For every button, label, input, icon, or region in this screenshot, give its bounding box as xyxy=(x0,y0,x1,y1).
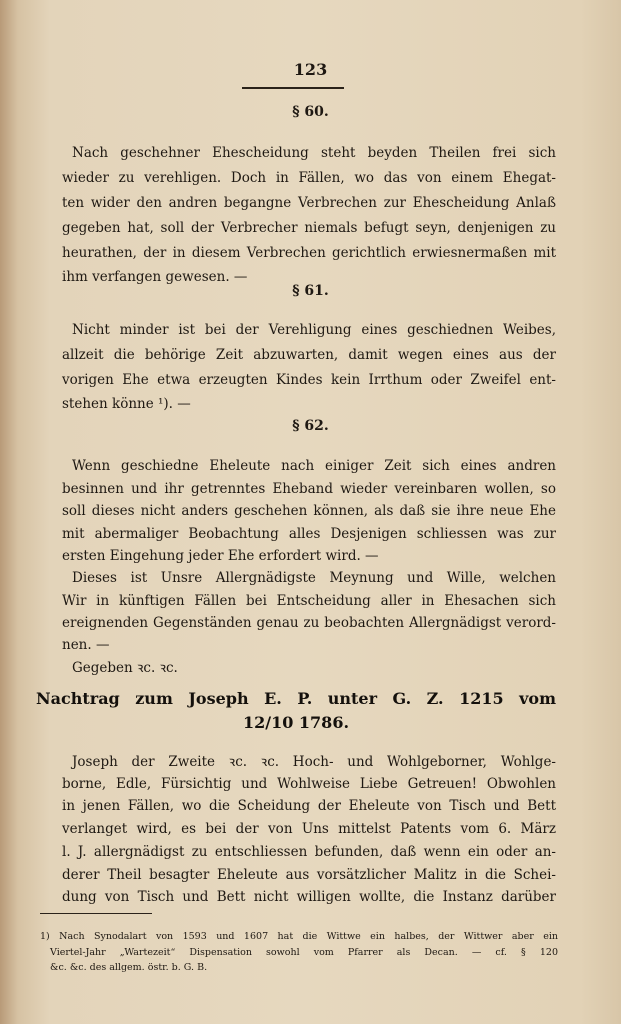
text-line: vorigen Ehe etwa erzeugten Kindes kein Irrthum oder Zweifel ent- xyxy=(62,372,556,388)
text-line: Joseph der Zweite ꝛc. ꝛc. Hoch- und Wohlgeborner, Wohlge- xyxy=(72,754,556,770)
text-line: l. J. allergnädigst zu entschliessen befunden, daß wenn ein oder an- xyxy=(62,844,556,860)
section-60-title: § 60. xyxy=(292,104,329,120)
text-line: Wenn geschiedne Eheleute nach einiger Zeit sich eines andren xyxy=(72,458,556,474)
footnote-line: Viertel-Jahr „Wartezeit“ Dispensation sowohl vom Pfarrer als Decan. — cf. § 120 xyxy=(50,947,558,958)
text-line: Nach geschehner Ehescheidung steht beyden Theilen frei sich xyxy=(72,145,556,161)
supplement-heading-line-2: 12/10 1786. xyxy=(242,713,350,732)
text-line: dung von Tisch und Bett nicht willigen wollte, die Instanz darüber xyxy=(62,889,556,905)
text-line: ten wider den andren begangne Verbrechen zur Ehescheidung Anlaß xyxy=(62,195,556,211)
header-rule xyxy=(242,87,344,89)
page-number: 123 xyxy=(293,60,328,79)
text-line: allzeit die behörige Zeit abzuwarten, damit wegen eines aus der xyxy=(62,347,556,363)
text-line: derer Theil besagter Eheleute aus vorsätzlicher Malitz in die Schei- xyxy=(62,867,556,883)
given-line: Gegeben ꝛc. ꝛc. xyxy=(72,660,178,676)
text-line: Nicht minder ist bei der Verehligung eines geschiednen Weibes, xyxy=(72,322,556,338)
text-line: wieder zu verehligen. Doch in Fällen, wo das von einem Ehegat- xyxy=(62,170,556,186)
text-line: heurathen, der in diesem Verbrechen gerichtlich erwiesnermaßen mit xyxy=(62,245,556,261)
text-line: borne, Edle, Fürsichtig und Wohlweise Liebe Getreuen! Obwohlen xyxy=(62,776,556,792)
text-line: soll dieses nicht anders geschehen können, als daß sie ihre neue Ehe xyxy=(62,503,556,519)
footnote-line: &c. &c. des allgem. östr. b. G. B. xyxy=(50,962,208,973)
text-line: in jenen Fällen, wo die Scheidung der Eheleute von Tisch und Bett xyxy=(62,798,556,814)
text-line: Wir in künftigen Fällen bei Entscheidung aller in Ehesachen sich xyxy=(62,593,556,609)
text-line: stehen könne ¹). — xyxy=(62,396,191,412)
footnote-rule xyxy=(40,913,152,914)
section-62-title: § 62. xyxy=(292,418,329,434)
supplement-heading-line-1: Nachtrag zum Joseph E. P. unter G. Z. 1215 vom xyxy=(36,689,556,708)
text-line: ereignenden Gegenständen genau zu beobachten Allergnädigst verord- xyxy=(62,615,556,631)
text-line: gegeben hat, soll der Verbrecher niemals befugt seyn, denjenigen zu xyxy=(62,220,556,236)
text-line: ersten Eingehung jeder Ehe erfordert wird. — xyxy=(62,548,379,564)
text-line: mit abermaliger Beobachtung alles Desjenigen schliessen was zur xyxy=(62,526,556,542)
text-line: Dieses ist Unsre Allergnädigste Meynung und Wille, welchen xyxy=(72,570,556,586)
text-line: verlanget wird, es bei der von Uns mittelst Patents vom 6. März xyxy=(62,821,556,837)
text-line: ihm verfangen gewesen. — xyxy=(62,269,248,285)
text-line: besinnen und ihr getrenntes Eheband wieder vereinbaren wollen, so xyxy=(62,481,556,497)
section-61-title: § 61. xyxy=(292,283,329,299)
footnote-line: 1) Nach Synodalart von 1593 und 1607 hat die Wittwe ein halbes, der Wittwer aber ein xyxy=(40,931,558,942)
text-line: nen. — xyxy=(62,637,110,653)
